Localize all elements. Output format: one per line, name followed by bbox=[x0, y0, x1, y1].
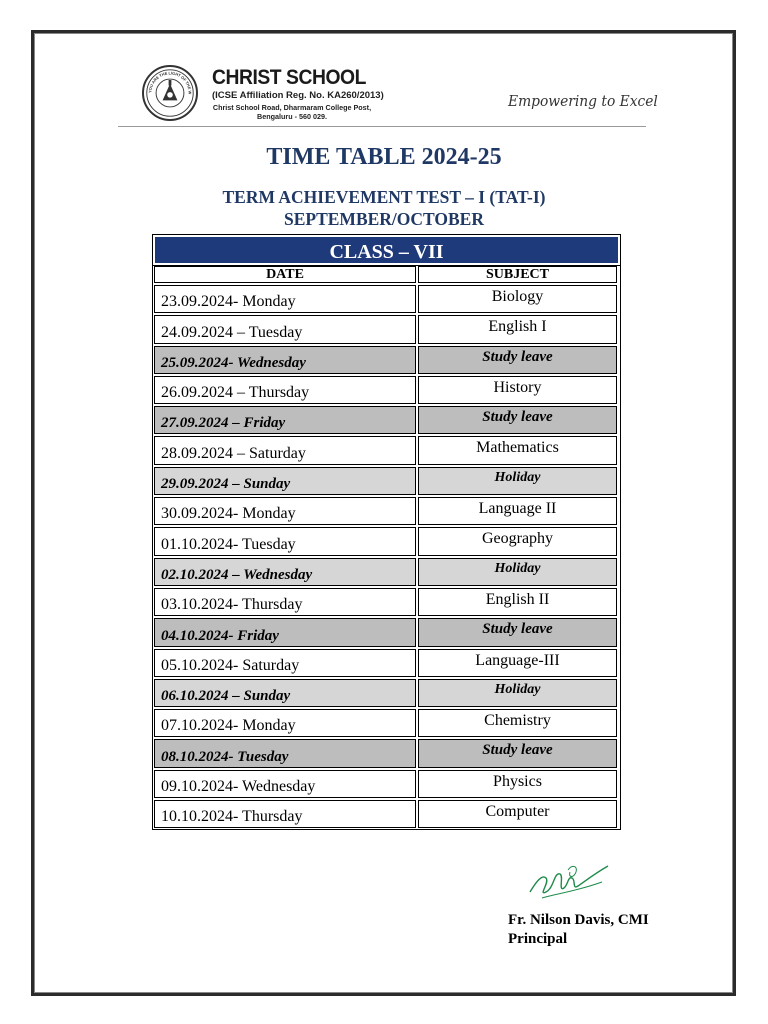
date-cell bbox=[154, 467, 416, 495]
subject-cell bbox=[418, 649, 617, 677]
subject-text: Language-III bbox=[475, 651, 560, 669]
exam-period: SEPTEMBER/OCTOBER bbox=[283, 209, 484, 229]
date-cell bbox=[154, 376, 416, 404]
subject-cell bbox=[418, 679, 617, 707]
subject-cell bbox=[418, 588, 617, 616]
table-row bbox=[153, 769, 620, 799]
date-text: 03.10.2024- Thursday bbox=[161, 596, 303, 614]
date-cell bbox=[154, 436, 416, 464]
table-row bbox=[153, 345, 620, 375]
subject-text: Study leave bbox=[482, 409, 553, 426]
affiliation-number: (ICSE Affiliation Reg. No. KA260/2013) bbox=[212, 90, 384, 101]
date-cell bbox=[154, 709, 416, 737]
subject-cell bbox=[418, 709, 617, 737]
address-line-2: Bengaluru - 560 029. bbox=[257, 112, 327, 121]
date-text: 30.09.2024- Monday bbox=[161, 505, 296, 523]
date-cell bbox=[154, 618, 416, 646]
subject-text: Holiday bbox=[494, 560, 541, 576]
subject-text: Computer bbox=[485, 803, 550, 821]
date-column-header: DATE bbox=[154, 266, 416, 283]
table-row bbox=[153, 708, 620, 738]
date-cell bbox=[154, 497, 416, 525]
date-cell bbox=[154, 527, 416, 555]
subject-cell bbox=[418, 285, 617, 313]
timetable-body bbox=[153, 284, 620, 829]
table-row bbox=[153, 526, 620, 556]
principal-signature bbox=[524, 852, 614, 904]
table-row bbox=[153, 375, 620, 405]
subject-cell bbox=[418, 436, 617, 464]
date-cell bbox=[154, 406, 416, 434]
subject-text: History bbox=[493, 378, 542, 396]
subject-text: Mathematics bbox=[476, 439, 559, 457]
table-row bbox=[153, 678, 620, 708]
table-row bbox=[153, 284, 620, 314]
table-row bbox=[153, 738, 620, 768]
date-cell bbox=[154, 649, 416, 677]
date-cell bbox=[154, 558, 416, 586]
table-row bbox=[153, 314, 620, 344]
exam-name: TERM ACHIEVEMENT TEST – I (TAT-I) bbox=[222, 187, 546, 207]
subject-cell bbox=[418, 376, 617, 404]
subject-text: Study leave bbox=[482, 348, 553, 365]
date-cell bbox=[154, 800, 416, 828]
subject-cell bbox=[418, 770, 617, 798]
date-cell bbox=[154, 315, 416, 343]
principal-name: Fr. Nilson Davis, CMI bbox=[508, 912, 649, 928]
address-line-1: Christ School Road, Dharmaram College Post, bbox=[212, 103, 372, 112]
subject-cell bbox=[418, 467, 617, 495]
subject-cell bbox=[418, 406, 617, 434]
table-row bbox=[153, 405, 620, 435]
date-text: 27.09.2024 – Friday bbox=[161, 415, 286, 432]
table-row bbox=[153, 496, 620, 526]
subject-cell bbox=[418, 800, 617, 828]
date-text: 24.09.2024 – Tuesday bbox=[161, 323, 303, 341]
date-text: 04.10.2024- Friday bbox=[161, 627, 279, 644]
subject-text: English II bbox=[485, 590, 550, 608]
subject-text: English I bbox=[488, 318, 547, 336]
subject-text: Holiday bbox=[494, 469, 541, 485]
header-divider bbox=[118, 126, 646, 127]
subject-cell bbox=[418, 618, 617, 646]
date-cell bbox=[154, 285, 416, 313]
subject-cell bbox=[418, 346, 617, 374]
page-title: TIME TABLE 2024-25 bbox=[266, 144, 502, 170]
subject-text: Biology bbox=[491, 288, 544, 305]
date-text: 07.10.2024- Monday bbox=[161, 717, 296, 735]
timetable bbox=[152, 234, 621, 830]
table-row bbox=[153, 799, 620, 829]
date-cell bbox=[154, 679, 416, 707]
date-cell bbox=[154, 588, 416, 616]
date-text: 05.10.2024- Saturday bbox=[161, 656, 300, 674]
subject-column-header: SUBJECT bbox=[418, 266, 617, 283]
subject-cell bbox=[418, 739, 617, 767]
subject-text: Language II bbox=[478, 500, 557, 518]
school-name: CHRIST SCHOOL bbox=[212, 66, 366, 89]
class-header: CLASS – VII bbox=[153, 235, 620, 265]
letterhead bbox=[140, 62, 658, 128]
date-text: 10.10.2024- Thursday bbox=[161, 808, 303, 826]
table-row bbox=[153, 466, 620, 496]
date-text: 06.10.2024 – Sunday bbox=[161, 688, 291, 705]
date-text: 23.09.2024- Monday bbox=[161, 293, 296, 311]
date-text: 02.10.2024 – Wednesday bbox=[161, 566, 313, 583]
date-cell bbox=[154, 770, 416, 798]
subject-cell bbox=[418, 497, 617, 525]
date-text: 08.10.2024- Tuesday bbox=[161, 748, 289, 765]
subject-text: Chemistry bbox=[484, 712, 551, 730]
table-header-row bbox=[153, 265, 620, 284]
table-row bbox=[153, 435, 620, 465]
table-row bbox=[153, 648, 620, 678]
school-seal-logo bbox=[142, 65, 198, 121]
date-text: 29.09.2024 – Sunday bbox=[161, 476, 291, 493]
date-text: 25.09.2024- Wednesday bbox=[161, 354, 306, 371]
school-address bbox=[212, 103, 372, 121]
subject-text: Study leave bbox=[482, 742, 553, 759]
subject-text: Physics bbox=[493, 772, 542, 790]
school-tagline: Empowering to Excel bbox=[508, 92, 658, 110]
table-row bbox=[153, 557, 620, 587]
subject-text: Holiday bbox=[494, 681, 541, 697]
seal-text: YOU ARE THE LIGHT OF THE W bbox=[147, 70, 193, 95]
date-cell bbox=[154, 346, 416, 374]
principal-designation: Principal bbox=[508, 931, 568, 947]
subject-text: Study leave bbox=[482, 621, 553, 638]
subject-cell bbox=[418, 315, 617, 343]
subject-cell bbox=[418, 558, 617, 586]
date-cell bbox=[154, 739, 416, 767]
subject-cell bbox=[418, 527, 617, 555]
date-text: 28.09.2024 – Saturday bbox=[161, 444, 306, 462]
date-text: 01.10.2024- Tuesday bbox=[161, 535, 296, 553]
table-row bbox=[153, 617, 620, 647]
date-text: 26.09.2024 – Thursday bbox=[161, 384, 310, 402]
subject-text: Geography bbox=[481, 530, 554, 548]
table-row bbox=[153, 587, 620, 617]
date-text: 09.10.2024- Wednesday bbox=[161, 778, 316, 796]
